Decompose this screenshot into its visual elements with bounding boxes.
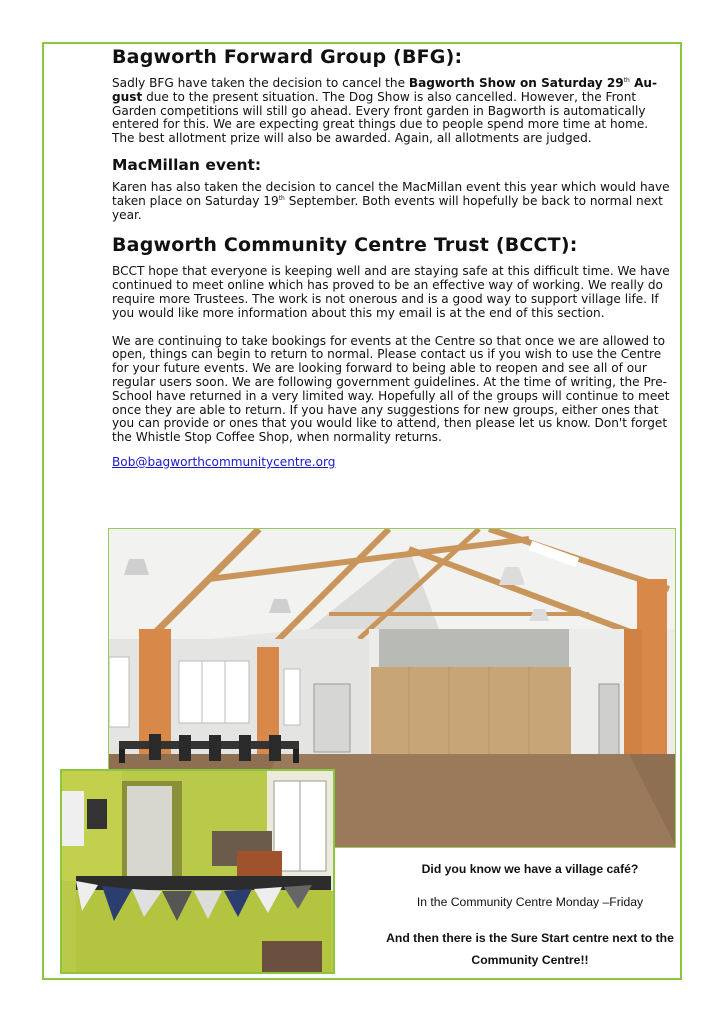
cafe-photo [60, 769, 335, 974]
macmillan-heading: MacMillan event: [112, 155, 262, 174]
bfg-paragraph: Sadly BFG have taken the decision to cancel the Bagworth Show on Saturday 29th Au-gust due to the present situation. The Dog Show is also cancelled. However, the Front Garden competitions will still go ahead. Every front garden in Bagworth is automatically entered for this. We are expecting great things due to people spend more time at home. The best allotment prize will also be awarded. Again, all allotments are judged. [112, 76, 658, 146]
cafe-info [370, 862, 690, 971]
cafe-question: Did you know we have a village café? [421, 862, 639, 876]
macmillan-paragraph: Karen has also taken the decision to cancel the MacMillan event this year which would have taken place on Saturday 19th September. Both events will hopefully be back to normal next year. [112, 179, 670, 222]
bcct-paragraph-1: BCCT hope that everyone is keeping well and are staying safe at this difficult time. We have continued to meet online which has proved to be an effective way of working. We really do require more Trustees. The work is not onerous and is a good way to support village life. If you would like more information about this my email is at the end of this section. [112, 264, 670, 320]
main-content [112, 46, 672, 470]
cafe-hours: In the Community Centre Monday –Friday [416, 895, 644, 909]
bfg-heading: Bagworth Forward Group (BFG): [112, 46, 463, 68]
email-link[interactable]: Bob@bagworthcommunitycentre.org [112, 454, 336, 469]
bcct-heading: Bagworth Community Centre Trust (BCCT): [112, 234, 578, 257]
sure-start-note: And then there is the Sure Start centre next to the Community Centre!! [386, 931, 674, 967]
bcct-paragraph-2: We are continuing to take bookings for events at the Centre so that once we are allowed to open, things can begin to return to normal. Please contact us if you wish to use the Centre for your future events. We are looking forward to being able to reopen and see all of our regular users soon. We are following government guidelines. At the time of writing, the Pre-School have returned in a very limited way. Hopefully all of the groups will continue to meet once they are able to return. If you have any suggestions for new groups, either ones that you can provide or ones that you would like to attend, then please let us know. Don't forget the Whistle Stop Coffee Shop, when normality returns. [112, 333, 670, 445]
